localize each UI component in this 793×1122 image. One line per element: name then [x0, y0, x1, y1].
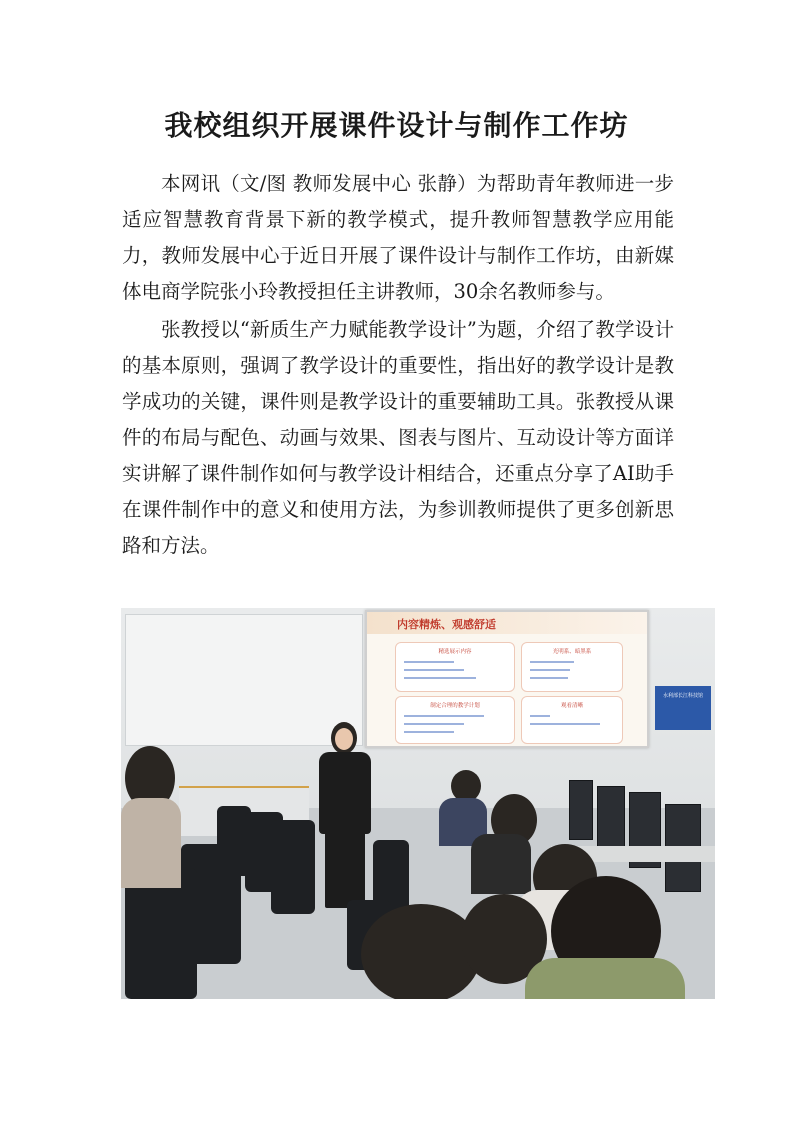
slide-header — [367, 612, 647, 634]
slide-heading: 内容精炼、观感舒适 — [397, 618, 496, 631]
attendee-body — [471, 834, 531, 894]
paragraph-2: 张教授以“新质生产力赋能教学设计”为题，介绍了教学设计的基本原则，强调了教学设计的重要性，指出好的教学设计是教学成功的关键，课件则是教学设计的重要辅助工具。张教授从课件的布局与配色、动画与效果、图表与图片、互动设计等方面详实讲解了课件制作如何与教学设计相结合，还重点分享了AI助手在课件制作中的意义和使用方法，为参训教师提供了更多创新思路和方法。 — [122, 318, 674, 557]
attendee-body — [525, 958, 685, 999]
paragraph-1: 本网讯（文/图 教师发展中心 张静）为帮助青年教师进一步适应智慧教育背景下新的教学模式，提升教师智慧教学应用能力，教师发展中心于近日开展了课件设计与制作工作坊，由新媒体电商学院张小玲教授担任主讲教师，30余名教师参与。 — [122, 172, 674, 303]
article-body — [122, 166, 674, 566]
whiteboard — [125, 614, 363, 746]
computer-monitor — [569, 780, 593, 840]
slide-card — [521, 642, 623, 692]
slide-card-title: 光明系、暗黑系 — [552, 649, 592, 655]
presenter-face — [335, 728, 353, 750]
projector-screen — [365, 610, 649, 748]
slide-card — [521, 696, 623, 744]
presenter-trousers — [325, 832, 365, 908]
article-title: 我校组织开展课件设计与制作工作坊 — [164, 109, 629, 142]
slide-card — [395, 696, 515, 744]
chair — [271, 820, 315, 914]
wall-sign — [655, 686, 711, 730]
attendee-body — [121, 798, 181, 888]
slide-card — [395, 642, 515, 692]
presenter-jacket — [319, 752, 371, 834]
slide-card-title: 精选展示内容 — [438, 649, 472, 655]
wall-sign-text: 水利部长江科技馆 — [662, 693, 703, 699]
workshop-photo — [121, 608, 715, 999]
computer-monitor — [597, 786, 625, 854]
slide-card-title: 观看清晰 — [560, 703, 583, 709]
slide-card-title: 制定合理的教学计划 — [430, 703, 480, 709]
